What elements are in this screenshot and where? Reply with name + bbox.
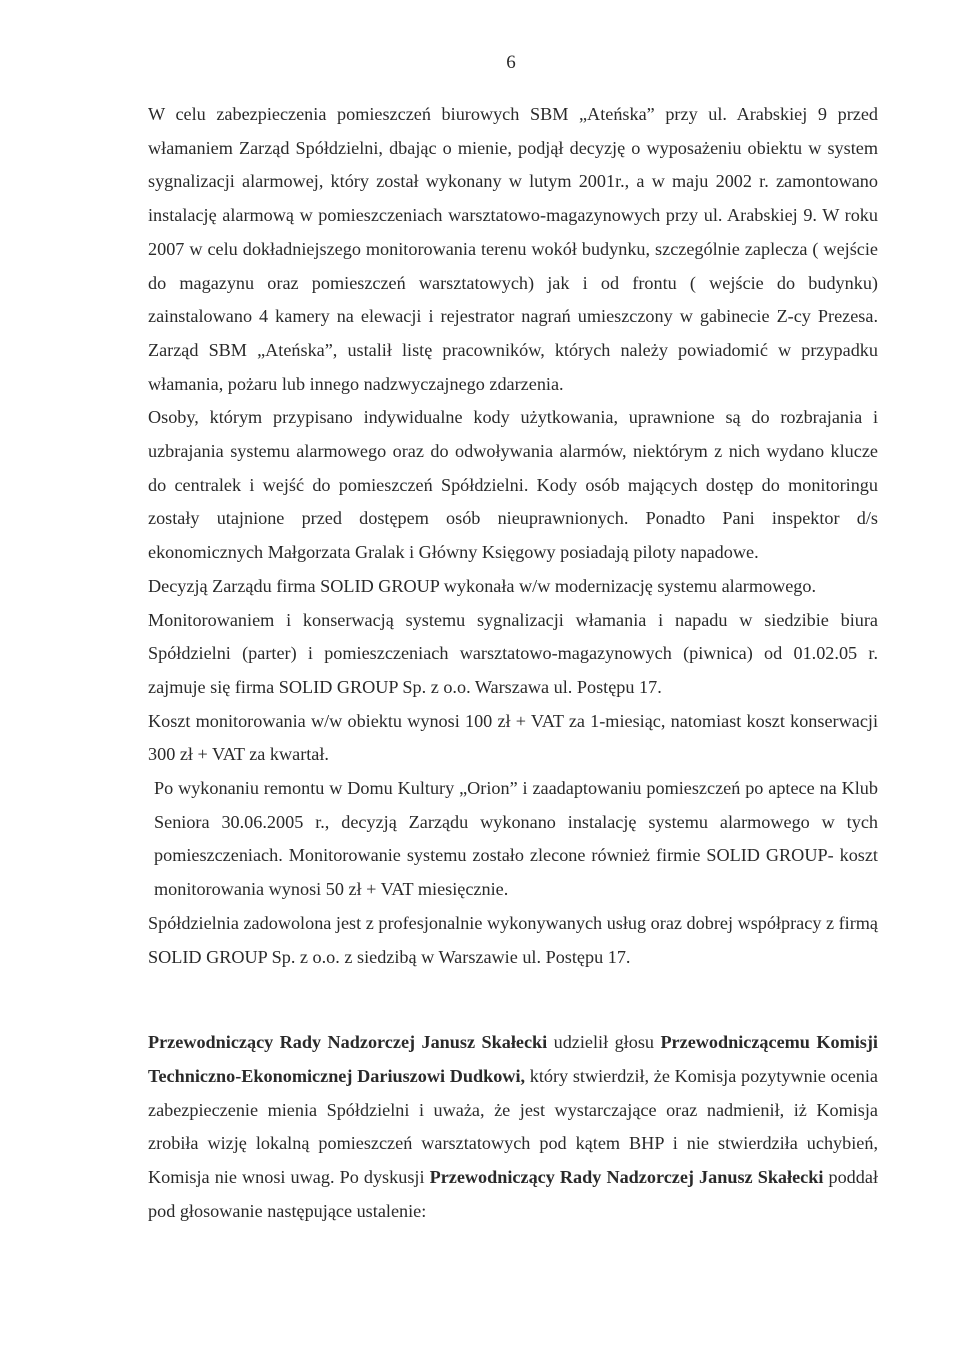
chairman-name-bold-2: Przewodniczący Rady Nadzorczej Janusz Skałecki xyxy=(429,1167,824,1188)
paragraph-access-codes: Osoby, którym przypisano indywidualne kody użytkowania, uprawnione są do rozbrajania i uzbrajania systemu alarmowego oraz do odwoływania alarmów, niektórym z nich wydano klucze do centralek i wejść do pomieszczeń Spółdzielni. Kody osób mających dostęp do monitoringu zostały utajnione przed dostępem osób nieuprawnionych. Ponadto Pani inspektor d/s ekonomicznych Małgorzata Gralak i Główny Księgowy posiadają piloty napadowe. xyxy=(148,407,878,563)
paragraph-monitoring-provider: Monitorowaniem i konserwacją systemu sygnalizacji włamania i napadu w siedzibie biura Spółdzielni (parter) i pomieszczeniach warsztatowo-magazynowych (piwnica) od 01.02.05 r. zajmuje się firma SOLID GROUP Sp. z o.o. Warszawa ul. Postępu 17. xyxy=(148,609,878,697)
committee-chair-name-bold: Przewodniczącemu Komisji Techniczno-Ekonomicznej Dariuszowi Dudkowi, xyxy=(148,1032,878,1086)
document-body xyxy=(148,98,878,1229)
closing-text-1: udzielił głosu xyxy=(547,1032,661,1053)
paragraph-modernization: Decyzją Zarządu firma SOLID GROUP wykonała w/w modernizację systemu alarmowego. xyxy=(148,575,817,596)
page-number: 6 xyxy=(506,52,516,73)
chairman-name-bold: Przewodniczący Rady Nadzorczej Janusz Skałecki xyxy=(148,1032,548,1053)
paragraph-board-discussion xyxy=(148,1026,878,1228)
paragraph-monitoring-cost: Koszt monitorowania w/w obiektu wynosi 100 zł + VAT za 1-miesiąc, natomiast koszt konserwacji 300 zł + VAT za kwartał. xyxy=(148,710,878,765)
closing-text-2: który stwierdził, że Komisja pozytywnie ocenia zabezpieczenie mienia Spółdzielni i uważa, że jest wystarczające oraz nadmienił, iż Komisja zrobiła wizję lokalną pomieszczeń warsztatowych pod kątem BHP i nie stwierdziła uchybień, Komisja nie wnosi uwag. Po dyskusji xyxy=(148,1065,878,1188)
section-gap xyxy=(148,974,878,1026)
paragraph-orion-installation: Po wykonaniu remontu w Domu Kultury „Orion” i zaadaptowaniu pomieszczeń po aptece na Klub Seniora 30.06.2005 r., decyzją Zarządu wykonano instalację systemu alarmowego w tych pomieszczeniach. Monitorowanie systemu zostało zlecone również firmie SOLID GROUP- koszt monitorowania wynosi 50 zł + VAT miesięcznie. xyxy=(154,778,878,900)
closing-text-3: poddał pod głosowanie następujące ustalenie: xyxy=(148,1167,878,1221)
paragraph-satisfaction: Spółdzielnia zadowolona jest z profesjonalnie wykonywanych usług oraz dobrej współpracy z firmą SOLID GROUP Sp. z o.o. z siedzibą w Warszawie ul. Postępu 17. xyxy=(148,912,878,967)
paragraph-alarm-history: W celu zabezpieczenia pomieszczeń biurowych SBM „Ateńska” przy ul. Arabskiej 9 przed włamaniem Zarząd Spółdzielni, dbając o mienie, podjął decyzję o wyposażeniu obiektu w system sygnalizacji alarmowej, który został wykonany w lutym 2001r., a w maju 2002 r. zamontowano instalację alarmową w pomieszczeniach warsztatowo-magazynowych przy ul. Arabskiej 9. W roku 2007 w celu dokładniejszego monitorowania terenu wokół budynku, szczególnie zaplecza ( wejście do magazynu oraz pomieszczeń warsztatowych) jak i od frontu ( wejście do budynku) zainstalowano 4 kamery na elewacji i rejestrator nagrań umieszczony w gabinecie Z-cy Prezesa. Zarząd SBM „Ateńska”, ustalił listę pracowników, których należy powiadomić w przypadku włamania, pożaru lub innego nadzwyczajnego zdarzenia. xyxy=(148,104,878,394)
